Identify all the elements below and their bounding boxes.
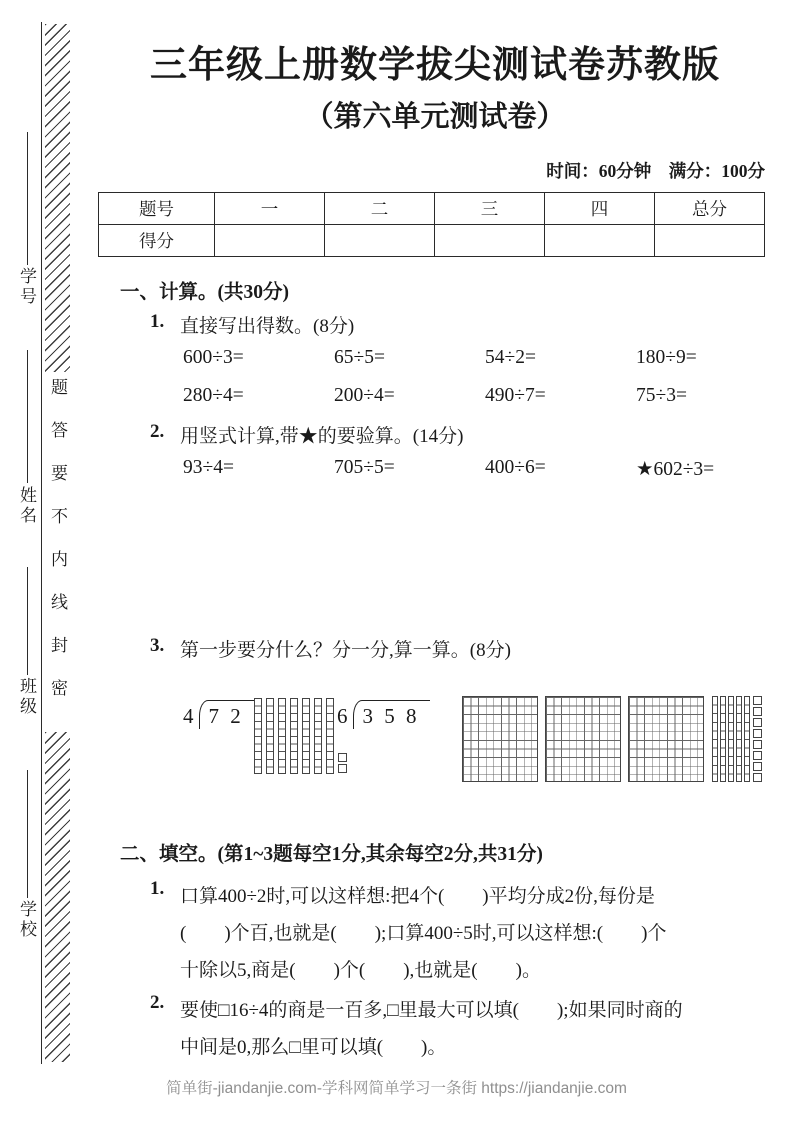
- section-one-heading: 一、计算。(共30分): [120, 282, 289, 303]
- item-number: 3.: [150, 635, 165, 656]
- student-no-blank-line: [27, 132, 28, 265]
- tens-rods-group-2: [712, 696, 750, 782]
- score-blank-total: [655, 225, 765, 257]
- rod-block: [302, 698, 310, 774]
- fill-line: 中间是0,那么□里可以填( )。: [180, 1037, 447, 1058]
- paper-title: 三年级上册数学拔尖测试卷苏教版: [150, 45, 720, 86]
- score-blank-4: [545, 225, 655, 257]
- vertical-calc-row: [183, 457, 787, 481]
- calc-problem: 400÷6=: [485, 457, 546, 478]
- fill-item-text: [180, 992, 683, 1066]
- cell-part-1: 一: [215, 193, 325, 225]
- calc-problem: 65÷5=: [334, 347, 385, 368]
- rod2-block: [728, 696, 734, 782]
- one-block: [753, 729, 762, 738]
- oral-calc-row-2: [183, 385, 787, 407]
- item-text: 直接写出得数。(8分): [180, 316, 355, 337]
- item-number: 2.: [150, 992, 165, 1013]
- calc-problem: 280÷4=: [183, 385, 244, 406]
- ones-blocks-group-2: [753, 696, 762, 782]
- tens-rods-group-1: [254, 698, 334, 774]
- score-table-header-row: [99, 193, 765, 225]
- name-label: 姓名: [17, 486, 36, 526]
- cell-question-no: 题号: [99, 193, 215, 225]
- score-blank-2: [325, 225, 435, 257]
- watermark-footer: 简单街-jiandanjie.com-学科网简单学习一条街 https://jiandanjie.com: [166, 1080, 627, 1097]
- one-block: [753, 718, 762, 727]
- hatch-strip-bottom: [45, 732, 70, 1062]
- score-blank-3: [435, 225, 545, 257]
- long-division-1: [183, 700, 254, 729]
- score-blank-1: [215, 225, 325, 257]
- one-block: [753, 773, 762, 782]
- cell-score-label: 得分: [99, 225, 215, 257]
- score-table: [98, 192, 765, 257]
- cell-total: 总分: [655, 193, 765, 225]
- long-division-2: [337, 700, 430, 729]
- item-2-2: [150, 992, 683, 1066]
- flat-block: [628, 696, 704, 782]
- item-number: 2.: [150, 421, 165, 442]
- name-blank-line: [27, 350, 28, 483]
- section-two-heading: 二、填空。(第1~3题每空1分,其余每空2分,共31分): [120, 844, 543, 865]
- calc-problem: ★602÷3=: [636, 459, 715, 480]
- rod-block: [326, 698, 334, 774]
- divisor: 6: [337, 704, 348, 728]
- one-block: [338, 753, 347, 762]
- oral-calc-row-1: [183, 347, 787, 369]
- calc-problem: 705÷5=: [334, 457, 395, 478]
- dividend: 3 5 8: [353, 700, 430, 729]
- dividend: 7 2: [199, 700, 254, 729]
- item-1-2: [150, 421, 463, 448]
- seal-border-line: [41, 22, 42, 1064]
- one-block: [753, 696, 762, 705]
- rod-block: [254, 698, 262, 774]
- item-1-1: [150, 311, 354, 338]
- class-label: 班级: [17, 677, 36, 717]
- time-score-info: 时间：60分钟 满分：100分: [546, 161, 765, 181]
- hundreds-flats-group: [462, 696, 704, 782]
- paper-subtitle: （第六单元测试卷）: [304, 101, 566, 133]
- rod2-block: [712, 696, 718, 782]
- item-number: 1.: [150, 878, 165, 899]
- divisor: 4: [183, 704, 194, 728]
- item-1-3: [150, 635, 511, 662]
- one-block: [753, 740, 762, 749]
- fill-line: ( )个百,也就是( );口算400÷5时,可以这样想:( )个: [180, 923, 667, 944]
- calc-problem: 200÷4=: [334, 385, 395, 406]
- score-table-score-row: [99, 225, 765, 257]
- calc-problem: 93÷4=: [183, 457, 234, 478]
- cell-part-3: 三: [435, 193, 545, 225]
- calc-problem: 180÷9=: [636, 347, 697, 368]
- rod-block: [314, 698, 322, 774]
- rod-block: [266, 698, 274, 774]
- calc-problem: 600÷3=: [183, 347, 244, 368]
- class-blank-line: [27, 567, 28, 675]
- one-block: [753, 762, 762, 771]
- one-block: [753, 751, 762, 760]
- fill-line: 要使□16÷4的商是一百多,□里最大可以填( );如果同时商的: [180, 1000, 683, 1021]
- seal-text: 题答要不内线封密: [48, 378, 67, 722]
- school-label: 学校: [17, 900, 36, 940]
- fill-line: 十除以5,商是( )个( ),也就是( )。: [180, 960, 541, 981]
- rod2-block: [736, 696, 742, 782]
- cell-part-4: 四: [545, 193, 655, 225]
- rod-block: [290, 698, 298, 774]
- flat-block: [545, 696, 621, 782]
- rod2-block: [720, 696, 726, 782]
- rod-block: [278, 698, 286, 774]
- flat-block: [462, 696, 538, 782]
- fill-line: 口算400÷2时,可以这样想:把4个( )平均分成2份,每份是: [180, 886, 655, 907]
- calc-problem: 54÷2=: [485, 347, 536, 368]
- school-blank-line: [27, 770, 28, 898]
- item-2-1: [150, 878, 666, 989]
- fill-item-text: [180, 878, 666, 989]
- item-text: 第一步要分什么？分一分,算一算。(8分): [180, 640, 511, 661]
- one-block: [753, 707, 762, 716]
- item-number: 1.: [150, 311, 165, 332]
- calc-problem: 75÷3=: [636, 385, 687, 406]
- one-block: [338, 764, 347, 773]
- ones-blocks-group-1: [338, 753, 347, 773]
- rod2-block: [744, 696, 750, 782]
- calc-problem: 490÷7=: [485, 385, 546, 406]
- student-no-label: 学号: [17, 267, 36, 307]
- cell-part-2: 二: [325, 193, 435, 225]
- item-text: 用竖式计算,带★的要验算。(14分): [180, 426, 464, 447]
- hatch-strip-top: [45, 24, 70, 372]
